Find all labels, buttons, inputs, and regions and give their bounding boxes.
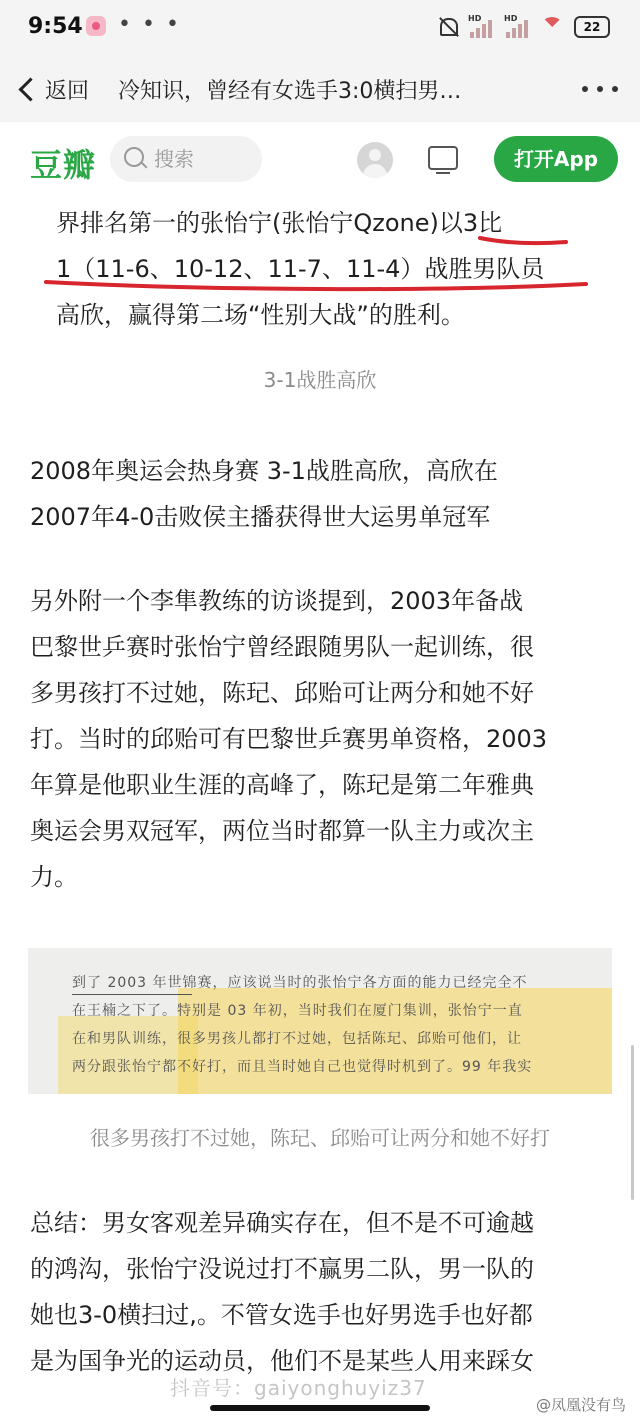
paragraph-line: 她也3-0横扫过,。不管女选手也好男选手也好都 [30, 1301, 533, 1329]
paragraph-line: 另外附一个李隼教练的访谈提到，2003年备战 [30, 587, 524, 615]
scrollbar[interactable] [631, 1045, 634, 1200]
weibo-watermark: @凤凰没有鸟 [535, 1396, 626, 1414]
back-button[interactable] [18, 72, 89, 106]
paragraph-line: 总结：男女客观差异确实存在，但不是不可逾越 [30, 1209, 534, 1237]
scan-text-line: 在和男队训练，很多男孩儿都打不过她，包括陈玘、邱贻可他们，让 [72, 1031, 522, 1047]
douban-logo[interactable]: 豆瓣 [30, 146, 97, 184]
app-notification-icon [86, 16, 106, 36]
image-caption: 3-1战胜高欣 [263, 368, 377, 392]
signal-hd-label: HD [468, 14, 482, 23]
paragraph-line: 力。 [30, 863, 78, 891]
scan-underline [72, 994, 192, 995]
search-box[interactable] [110, 136, 262, 182]
scan-text-line: 在王楠之下了。特别是 03 年初，当时我们在厦门集训，张怡宁一直 [72, 1003, 523, 1019]
intro-line: 界排名第一的张怡宁(张怡宁Qzone)以3比 [56, 209, 503, 237]
paragraph-line: 打。当时的邱贻可有巴黎世乒赛男单资格，2003 [30, 725, 548, 753]
paragraph-line: 2008年奥运会热身赛 3-1战胜高欣，高欣在 [30, 457, 498, 485]
more-dot-icon [582, 86, 588, 92]
paragraph-line: 是为国争光的运动员，他们不是某些人用来踩女 [30, 1347, 534, 1375]
intro-paragraph [56, 200, 596, 338]
search-input[interactable] [152, 145, 256, 173]
chevron-left-icon [18, 77, 42, 101]
signal-icon-1 [468, 16, 494, 38]
douyin-watermark: 抖音号：gaiyonghuyiz37 [170, 1376, 427, 1400]
battery-icon: 22 [574, 16, 610, 38]
search-icon [124, 147, 144, 167]
back-label: 返回 [45, 78, 90, 104]
scan-text-line: 两分跟张怡宁都不好打，而且当时她自己也觉得时机到了。99 年我实 [72, 1059, 533, 1075]
more-dot-icon [597, 86, 603, 92]
signal-hd-label-2: HD [504, 14, 518, 23]
paragraph-line: 的鸿沟，张怡宁没说过打不赢男二队，男一队的 [30, 1255, 534, 1283]
paragraph-4 [30, 1200, 615, 1384]
page-title: 冷知识，曾经有女选手3:0横扫男… [118, 79, 462, 104]
scan-text-line: 到了 2003 年世锦赛，应该说当时的张怡宁各方面的能力已经完全不 [72, 975, 528, 991]
paragraph-line: 奥运会男双冠军，两位当时都算一队主力或次主 [30, 817, 534, 845]
avatar-icon[interactable] [357, 142, 393, 178]
image-caption: 很多男孩打不过她，陈玘、邱贻可让两分和她不好打 [90, 1126, 550, 1150]
more-dot-icon [612, 86, 618, 92]
mute-bell-icon [436, 16, 458, 38]
paragraph-line: 多男孩打不过她，陈玘、邱贻可让两分和她不好 [30, 679, 534, 707]
paragraph-3 [30, 578, 615, 900]
intro-line: 高欣，赢得第二场“性别大战”的胜利。 [56, 301, 465, 329]
home-indicator[interactable] [210, 1405, 430, 1411]
wifi-icon [540, 17, 564, 37]
open-app-button[interactable]: 打开App [494, 136, 618, 182]
more-options-button[interactable] [582, 86, 618, 92]
status-time: 9:54 [28, 14, 83, 39]
paragraph-line: 2007年4-0击败侯主播获得世大运男单冠军 [30, 503, 491, 531]
paragraph-line: 巴黎世乒赛时张怡宁曾经跟随男队一起训练，很 [30, 633, 534, 661]
monitor-icon[interactable] [428, 146, 458, 170]
status-icons [436, 14, 610, 40]
nav-bar [0, 56, 640, 122]
scanned-book-image[interactable] [28, 948, 612, 1094]
paragraph-2 [30, 448, 615, 540]
paragraph-line: 年算是他职业生涯的高峰了，陈玘是第二年雅典 [30, 771, 534, 799]
status-bar [0, 0, 640, 56]
intro-line: 1（11-6、10-12、11-7、11-4）战胜男队员 [56, 255, 545, 283]
douban-header [0, 122, 640, 198]
signal-icon-2 [504, 16, 530, 38]
status-dots: • • • [118, 12, 181, 37]
